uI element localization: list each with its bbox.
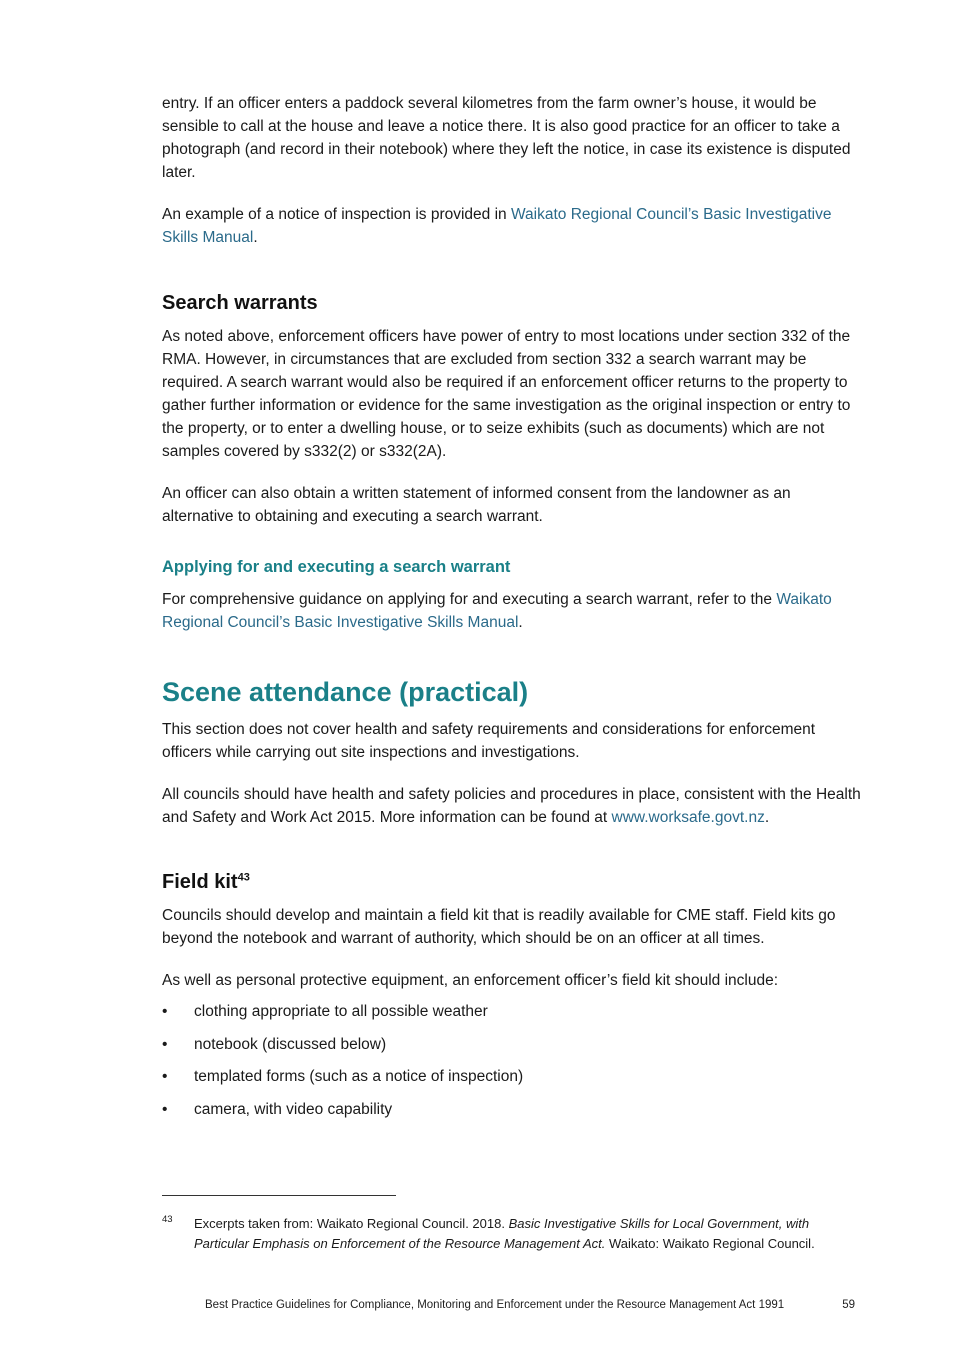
- field-kit-list: [162, 1000, 862, 1121]
- footnote-reference[interactable]: 43: [237, 871, 250, 884]
- bullet-icon: •: [162, 1035, 168, 1053]
- page-number: 59: [842, 1299, 855, 1311]
- list-item-text: camera, with video capability: [194, 1100, 393, 1118]
- footnote-divider: [162, 1195, 396, 1196]
- bullet-icon: •: [162, 1100, 168, 1118]
- list-item: [162, 1000, 862, 1023]
- heading-text: Field kit: [162, 871, 238, 893]
- paragraph: Councils should develop and maintain a field kit that is readily available for CME staff. Field kits go beyond the notebook and warrant of authority, which should be on an officer at all times.: [162, 907, 836, 947]
- text: .: [764, 809, 770, 826]
- list-item-text: templated forms (such as a notice of inspection): [194, 1068, 524, 1085]
- worksafe-link[interactable]: www.worksafe.govt.nz: [611, 809, 765, 826]
- footnote: [162, 1214, 842, 1254]
- list-item: [162, 1098, 862, 1121]
- list-item-text: notebook (discussed below): [194, 1035, 387, 1053]
- text: Waikato: Waikato Regional Council.: [605, 1236, 815, 1251]
- list-item: [162, 1033, 862, 1056]
- list-item: [162, 1065, 862, 1088]
- paragraph: This section does not cover health and safety requirements and considerations for enforcement officers while carrying out site inspections and investigations.: [162, 721, 816, 761]
- subsection-heading-applying: Applying for and executing a search warrant: [162, 558, 511, 576]
- bullet-icon: •: [162, 1003, 168, 1020]
- bullet-icon: •: [162, 1068, 168, 1085]
- paragraph: [162, 783, 862, 829]
- footnote-number: 43: [162, 1214, 173, 1225]
- section-heading-scene-attendance: Scene attendance (practical): [162, 677, 529, 707]
- paragraph: [162, 203, 862, 249]
- page-footer: [205, 1297, 855, 1313]
- text: For comprehensive guidance on applying for and executing a search warrant, refer to the: [162, 591, 777, 608]
- paragraph: entry. If an officer enters a paddock several kilometres from the farm owner’s house, it would be sensible to call at the house and leave a notice there. It is also good practice for an officer to take a photograph (and record in their notebook) where they left the notice, in case its existence is disputed later.: [162, 95, 851, 181]
- section-heading-field-kit: [162, 869, 862, 895]
- text: .: [253, 229, 258, 246]
- text: Excerpts taken from: Waikato Regional Council. 2018.: [194, 1216, 509, 1231]
- paragraph: [162, 588, 862, 634]
- text: An example of a notice of inspection is provided in: [162, 206, 511, 223]
- footnote-text: [194, 1214, 842, 1254]
- text: All councils should have health and safety policies and procedures in place, consistent with the Health and Safety and Work Act 2015. More information can be found at: [162, 786, 861, 826]
- section-heading-search-warrants: Search warrants: [162, 292, 318, 314]
- footer-title: Best Practice Guidelines for Compliance, Monitoring and Enforcement under the Resource Management Act 1991: [205, 1299, 785, 1311]
- page-content: [162, 92, 862, 1130]
- list-item-text: clothing appropriate to all possible weather: [194, 1003, 488, 1020]
- paragraph: As well as personal protective equipment, an enforcement officer’s field kit should include:: [162, 972, 779, 989]
- manual-link[interactable]: Waikato Regional Council’s Basic Investigative Skills Manual: [162, 206, 832, 246]
- paragraph: As noted above, enforcement officers have power of entry to most locations under section 332 of the RMA. However, in circumstances that are excluded from section 332 a search warrant may be required. A search warrant would also be required if an enforcement officer returns to the property to gather further information or evidence for the same investigation as the original inspection or entry to the property, or to enter a dwelling house, or to seize exhibits (such as documents) which are not samples covered by s332(2) or s332(2A).: [162, 328, 851, 460]
- paragraph: An officer can also obtain a written statement of informed consent from the landowner as an alternative to obtaining and executing a search warrant.: [162, 485, 791, 525]
- text: .: [518, 614, 523, 631]
- citation-title: Basic Investigative Skills for Local Government, with Particular Emphasis on Enforcement of the Resource Management Act.: [194, 1216, 810, 1251]
- manual-link[interactable]: Waikato Regional Council’s Basic Investigative Skills Manual: [162, 591, 832, 631]
